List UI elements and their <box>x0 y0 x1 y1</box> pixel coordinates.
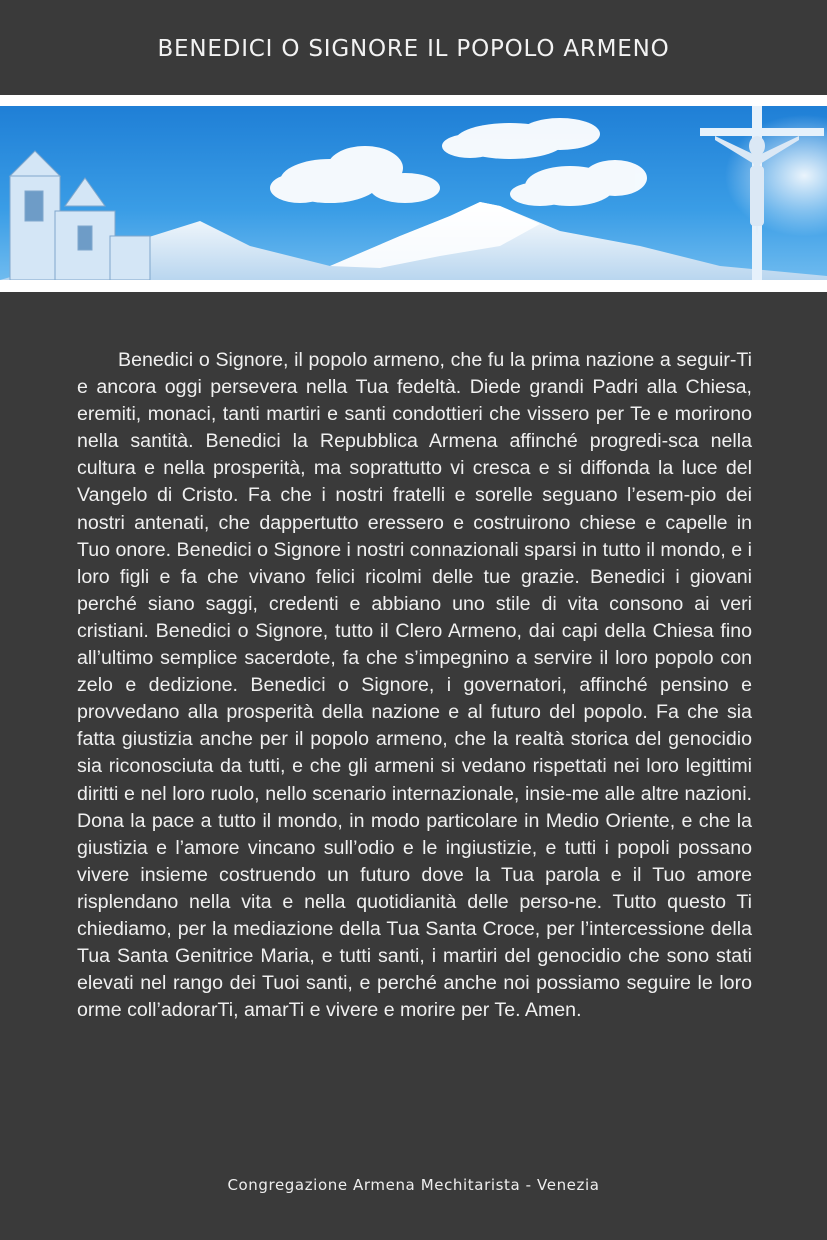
footer-credit: Congregazione Armena Mechitarista - Venezia <box>227 1176 600 1194</box>
header-bar <box>0 0 827 95</box>
page-title: BENEDICI O SIGNORE IL POPOLO ARMENO <box>157 36 670 62</box>
prayer-text: Benedici o Signore, il popolo armeno, che fu la prima nazione a seguir-Ti e ancora oggi persevera nella Tua fedeltà. Diede grandi Padri alla Chiesa, eremiti, monaci, tanti martiri e santi condottieri che vissero per Te e morirono nella santità. Benedici la Repubblica Armena affinché progredi-sca nella cultura e nella prosperità, ma soprattutto vi cresca e si diffonda la luce del Vangelo di Cristo. Fa che i nostri fratelli e sorelle seguano l’esem-pio dei nostri antenati, che dappertutto eressero e costruirono chiese e capelle in Tuo onore. Benedici o Signore i nostri connazionali sparsi in tutto il mondo, e i loro figli e fa che vivano felici ricolmi delle tue grazie. Benedici i giovani perché siano saggi, credenti e abbiano uno stile di vita consono ai veri cristiani. Benedici o Signore, tutto il Clero Armeno, dai capi della Chiesa fino all’ultimo semplice sacerdote, fa che s’impegnino a servire il loro popolo con zelo e dedizione. Benedici o Signore, i governatori, affinché pensino e provvedano alla prosperità della nazione e al futuro del popolo. Fa che sia fatta giustizia anche per il popolo armeno, che la realtà storica del genocidio sia riconosciuta da tutti, e che gli armeni si vedano rispettati nei loro legittimi diritti e nel loro ruolo, nello scenario internazionale, insie-me alle altre nazioni. Dona la pace a tutto il mondo, in modo particolare in Medio Oriente, e che la giustizia e l’amore vincano sull’odio e le ingiustizie, e tutti i popoli possano vivere insieme costruendo un futuro dove la Tua parola e il Tuo amore risplendano nella vita e nella quotidianità delle perso-ne. Tutto questo Ti chiediamo, per la mediazione della Tua Santa Croce, per l’intercessione della Tua Santa Genitrice Maria, e tutti santi, i martiri del genocidio che sono stati elevati nel rango dei Tuoi santi, e perché anche noi possiamo seguire le loro orme coll’adorarTi, amarTi e vivere e morire per Te. Amen. <box>77 349 752 1022</box>
banner-image <box>0 106 827 280</box>
banner-frame <box>0 95 827 292</box>
